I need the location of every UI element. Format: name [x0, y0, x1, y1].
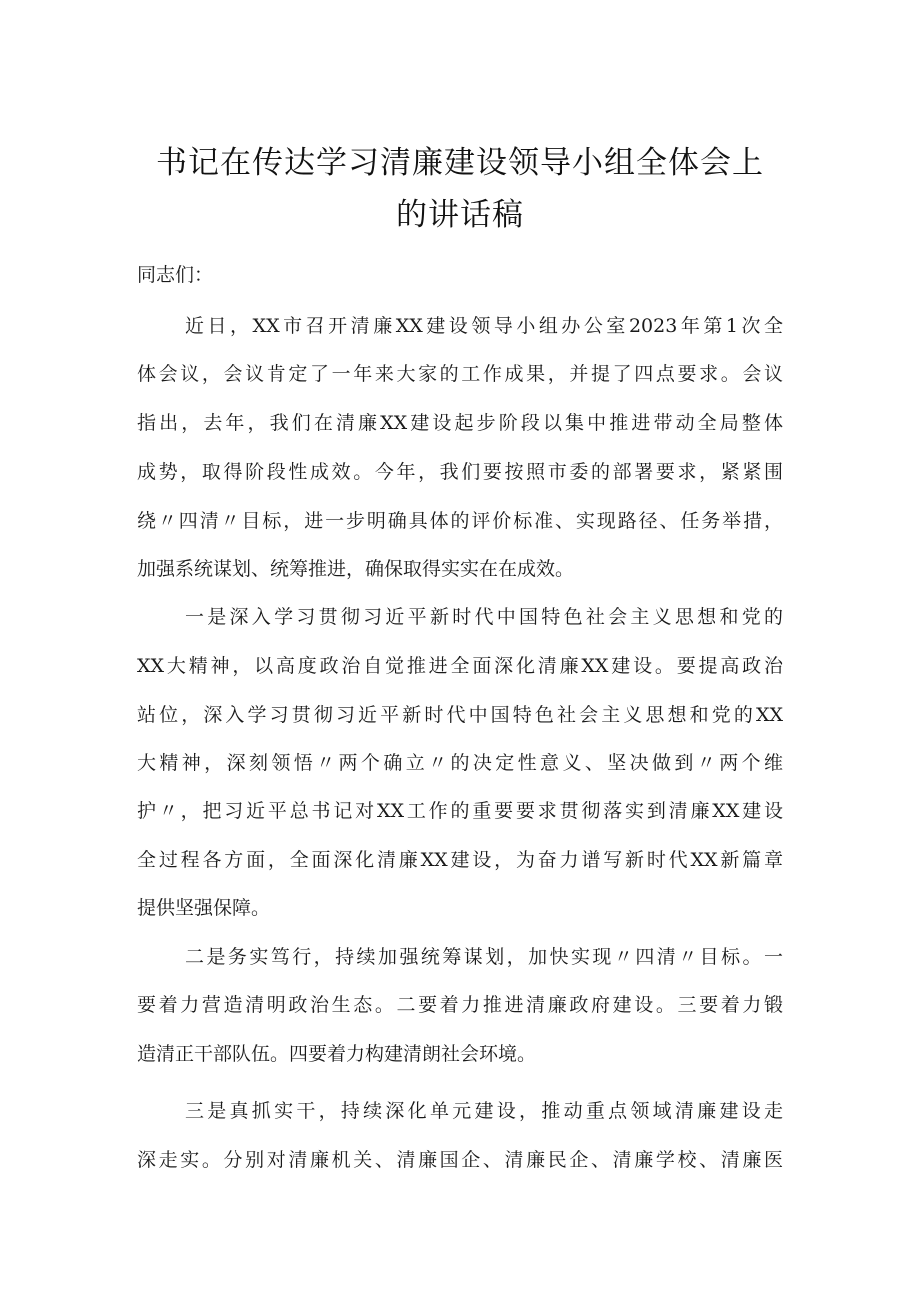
paragraph-1-line-6: 加强系统谋划、统筹推进，确保取得实实在在成效。	[137, 558, 575, 580]
paragraph-1-line-4: 成势，取得阶段性成效。今年，我们要按照市委的部署要求，紧紧围	[137, 461, 783, 483]
document-title-line-1: 书记在传达学习清廉建设领导小组全体会上	[156, 145, 764, 181]
paragraph-2-line-2: XX大精神，以高度政治自觉推进全面深化清廉XX建设。要提高政治	[137, 655, 783, 677]
document-title-line-2: 的讲话稿	[396, 197, 524, 233]
paragraph-1-line-3: 指出，去年，我们在清廉XX建设起步阶段以集中推进带动全局整体	[137, 412, 783, 434]
salutation: 同志们：	[137, 264, 214, 286]
paragraph-2-line-7: 提供坚强保障。	[137, 897, 271, 919]
paragraph-2-line-5: 护〃，把习近平总书记对XX工作的重要要求贯彻落实到清廉XX建设	[137, 800, 783, 822]
paragraph-4-line-1: 三是真抓实干，持续深化单元建设，推动重点领域清廉建设走	[185, 1100, 783, 1122]
paragraph-2-line-3: 站位，深入学习贯彻习近平新时代中国特色社会主义思想和党的XX	[137, 704, 783, 726]
paragraph-3-line-3: 造清正干部队伍。四要着力构建清朗社会环境。	[137, 1043, 537, 1065]
paragraph-1-line-2: 体会议，会议肯定了一年来大家的工作成果，并提了四点要求。会议	[137, 363, 783, 385]
paragraph-2-line-1: 一是深入学习贯彻习近平新时代中国特色社会主义思想和党的	[185, 606, 783, 628]
paragraph-4-line-2: 深走实。分别对清廉机关、清廉国企、清廉民企、清廉学校、清廉医	[137, 1149, 783, 1171]
paragraph-2-line-6: 全过程各方面，全面深化清廉XX建设，为奋力谱写新时代XX新篇章	[137, 849, 783, 871]
paragraph-1-line-1: 近日，XX市召开清廉XX建设领导小组办公室2023年第1次全	[185, 315, 783, 337]
paragraph-3-line-1: 二是务实笃行，持续加强统筹谋划，加快实现〃四清〃目标。一	[185, 946, 783, 968]
paragraph-2-line-4: 大精神，深刻领悟〃两个确立〃的决定性意义、坚决做到〃两个维	[137, 752, 783, 774]
paragraph-1-line-5: 绕〃四清〃目标，进一步明确具体的评价标准、实现路径、任务举措，	[137, 510, 783, 532]
paragraph-3-line-2: 要着力营造清明政治生态。二要着力推进清廉政府建设。三要着力锻	[137, 994, 783, 1016]
